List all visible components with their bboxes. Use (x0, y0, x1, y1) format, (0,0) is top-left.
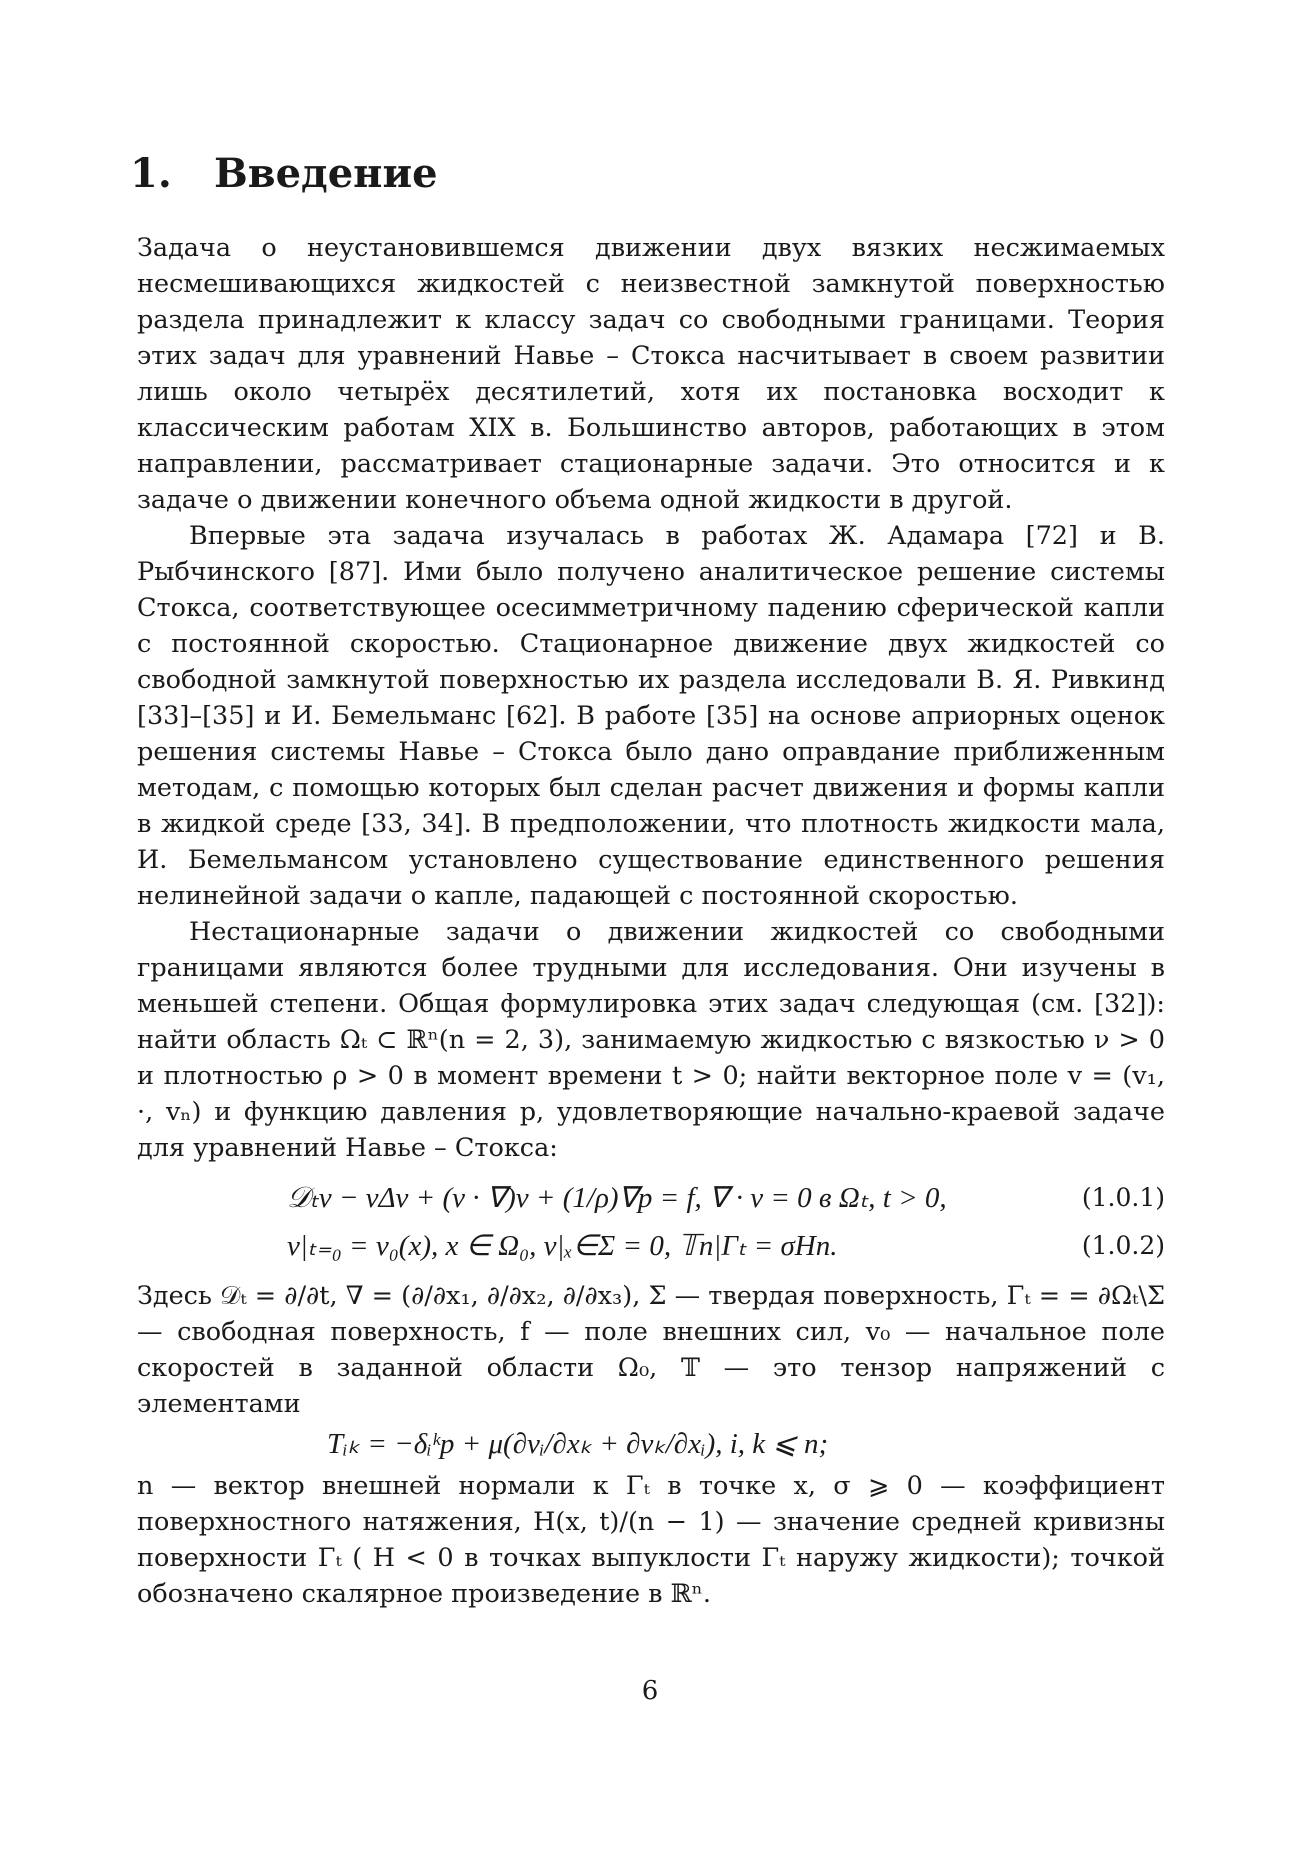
paragraph-4: Здесь 𝒟ₜ = ∂/∂t, ∇ = (∂/∂x₁, ∂/∂x₂, ∂/∂x₃), Σ — твердая поверхность, Γₜ = = ∂Ωₜ\Σ — свободная поверхность, f — поле внешних сил, v₀ — начальное поле скоростей в заданной области Ω₀, 𝕋 — это тензор напряжений с элементами (137, 1281, 1165, 1419)
paragraph-1: Задача о неустановившемся движении двух вязких несжимаемых несмешивающихся жидкостей с неизвестной замкнутой поверхностью раздела принадлежит к классу задач со свободными границами. Теория этих задач для уравнений Навье – Стокса насчитывает в своем развитии лишь около четырёх десятилетий, хотя их постановка восходит к классическим работам XIX в. Большинство авторов, работающих в этом направлении, рассматривает стационарные задачи. Это относится и к задаче о движении конечного объема одной жидкости в другой. (137, 233, 1165, 515)
equation-stress-tensor (137, 1424, 1165, 1464)
paragraph-3: Нестационарные задачи о движении жидкостей со свободными границами являются более трудными для исследования. Они изучены в меньшей степени. Общая формулировка этих задач следующая (см. [32]): найти область Ωₜ ⊂ ℝⁿ(n = 2, 3), занимаемую жидкостью с вязкостью ν > 0 и плотностью ρ > 0 в момент времени t > 0; найти векторное поле v = (v₁, ·, vₙ) и функцию давления p, удовлетворяющие начально-краевой задаче для уравнений Навье – Стокса: (137, 917, 1165, 1163)
equation-1-0-2 (137, 1226, 1165, 1266)
section-number: 1. (130, 150, 172, 197)
equation-expression: v|ₜ₌₀ = v₀(x), x ∈ Ω₀, v|ₓ∈Σ = 0, 𝕋n|Γₜ = σHn. (287, 1230, 838, 1262)
main-text (137, 230, 1165, 1612)
equation-expression: Tᵢₖ = −δᵢᵏp + μ(∂vᵢ/∂xₖ + ∂vₖ/∂xᵢ), i, k ⩽ n; (327, 1428, 829, 1460)
paragraph-5: n — вектор внешней нормали к Γₜ в точке x, σ ⩾ 0 — коэффициент поверхностного натяжения, H(x, t)/(n − 1) — значение средней кривизны поверхности Γₜ ( H < 0 в точках выпуклости Γₜ наружу жидкости); точкой обозначено скалярное произведение в ℝⁿ. (137, 1471, 1165, 1609)
section-heading (130, 150, 438, 197)
equation-expression: 𝒟ₜv − νΔv + (v · ∇)v + (1/ρ)∇p = f, ∇ · v = 0 в Ωₜ, t > 0, (287, 1182, 947, 1214)
equation-1-0-1 (137, 1178, 1165, 1218)
equation-tag: (1.0.1) (1081, 1183, 1165, 1212)
equation-tag: (1.0.2) (1081, 1231, 1165, 1260)
page-number: 6 (641, 1676, 659, 1706)
paragraph-2: Впервые эта задача изучалась в работах Ж. Адамара [72] и В. Рыбчинского [87]. Ими было получено аналитическое решение системы Стокса, соответствующее осесимметричному падению сферической капли с постоянной скоростью. Стационарное движение двух жидкостей со свободной замкнутой поверхностью их раздела исследовали В. Я. Ривкинд [33]–[35] и И. Бемельманс [62]. В работе [35] на основе априорных оценок решения системы Навье – Стокса было дано оправдание приближенным методам, с помощью которых был сделан расчет движения и формы капли в жидкой среде [33, 34]. В предположении, что плотность жидкости мала, И. Бемельмансом установлено существование единственного решения нелинейной задачи о капле, падающей с постоянной скоростью. (137, 521, 1165, 911)
section-title: Введение (214, 150, 438, 197)
